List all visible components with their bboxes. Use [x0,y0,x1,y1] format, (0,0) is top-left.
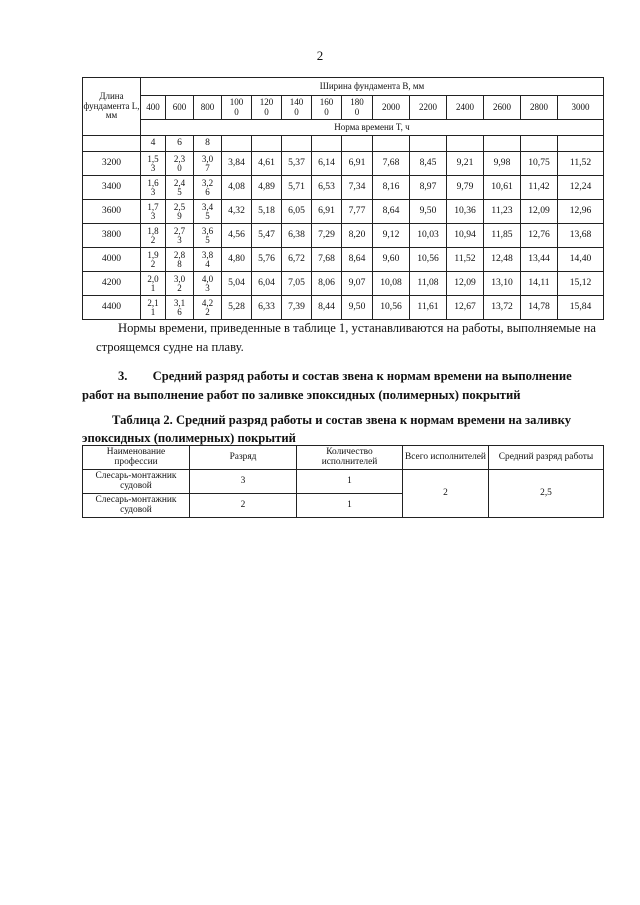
norm-cell: 10,94 [447,224,484,248]
norm-cell: 6,33 [252,296,282,320]
norm-cell: 7,39 [282,296,312,320]
norm-cell: 11,61 [410,296,447,320]
norm-cell: 12,76 [521,224,558,248]
norm-cell: 9,79 [447,176,484,200]
norm-cell: 3,0 2 [166,272,194,296]
norm-cell: 10,61 [484,176,521,200]
subrow-empty-3 [222,136,252,152]
norm-cell: 1,6 3 [141,176,166,200]
paragraph-norms: Нормы времени, приведенные в таблице 1, устанавливаются на работы, выполняемые на строящемся судне на плаву. [96,321,596,354]
table-row [83,176,604,200]
norm-cell: 10,56 [410,248,447,272]
row-length: 4200 [83,272,141,296]
norm-cell: 13,68 [558,224,604,248]
norm-cell: 2,7 3 [166,224,194,248]
width-header: Ширина фундамента B, мм [141,78,604,96]
header-grade: Разряд [190,446,297,470]
width-col-12: 2800 [521,96,558,120]
width-col-4: 120 0 [252,96,282,120]
norm-cell: 5,18 [252,200,282,224]
page-number: 2 [316,48,324,63]
norm-cell: 10,36 [447,200,484,224]
row-length: 4000 [83,248,141,272]
norm-cell: 3,0 7 [194,152,222,176]
norm-cell: 8,16 [373,176,410,200]
subrow-spacer [83,136,141,152]
header-count: Количество исполнителей [297,446,403,470]
row2-profession: Слесарь-монтажник судовой [83,494,190,518]
norm-cell: 6,14 [312,152,342,176]
norm-cell: 5,47 [252,224,282,248]
norm-cell: 12,48 [484,248,521,272]
subrow-cell-1: 6 [166,136,194,152]
section-3-heading [82,367,603,405]
average-grade: 2,5 [489,470,604,518]
width-col-13: 3000 [558,96,604,120]
row-length: 4400 [83,296,141,320]
norm-cell: 5,76 [252,248,282,272]
width-col-11: 2600 [484,96,521,120]
norm-cell: 6,05 [282,200,312,224]
norm-cell: 6,91 [342,152,373,176]
crew-table [82,445,604,518]
section-3-title: Средний разряд работы и состав звена к нормам времени на выполнение работ на выполнение работ по заливке эпоксидных (полимерных) покрытий [82,369,572,402]
width-col-10: 2400 [447,96,484,120]
norm-cell: 2,1 1 [141,296,166,320]
norm-cell: 7,05 [282,272,312,296]
norm-cell: 11,52 [558,152,604,176]
norm-cell: 7,68 [373,152,410,176]
norm-cell: 2,4 5 [166,176,194,200]
norm-cell: 9,98 [484,152,521,176]
table-row [83,200,604,224]
subrow-empty-6 [312,136,342,152]
norm-cell: 10,03 [410,224,447,248]
norm-cell: 4,0 3 [194,272,222,296]
row1-grade: 3 [190,470,297,494]
width-col-7: 180 0 [342,96,373,120]
total-workers: 2 [403,470,489,518]
norm-cell: 5,37 [282,152,312,176]
norms-table [82,77,604,320]
width-col-1: 600 [166,96,194,120]
norm-cell: 5,04 [222,272,252,296]
norm-cell: 9,21 [447,152,484,176]
row-length: 3800 [83,224,141,248]
norm-cell: 3,4 5 [194,200,222,224]
norm-cell: 12,09 [521,200,558,224]
width-col-6: 160 0 [312,96,342,120]
norm-cell: 11,52 [447,248,484,272]
subrow-empty-11 [484,136,521,152]
width-col-0: 400 [141,96,166,120]
norm-cell: 2,8 8 [166,248,194,272]
norm-cell: 4,2 2 [194,296,222,320]
subrow-empty-5 [282,136,312,152]
norm-cell: 4,80 [222,248,252,272]
norm-cell: 12,67 [447,296,484,320]
table2-caption: Таблица 2. Средний разряд работы и состав звена к нормам времени на заливку эпоксидных (полимерных) покрытий [82,413,572,445]
row-length: 3400 [83,176,141,200]
norm-cell: 3,6 5 [194,224,222,248]
norm-cell: 6,91 [312,200,342,224]
header-profession: Наименование профессии [83,446,190,470]
subrow-empty-12 [521,136,558,152]
norm-cell: 13,72 [484,296,521,320]
norm-cell: 14,11 [521,272,558,296]
norm-cell: 7,34 [342,176,373,200]
norm-cell: 1,5 3 [141,152,166,176]
norm-cell: 10,75 [521,152,558,176]
norm-cell: 2,3 0 [166,152,194,176]
norm-cell: 4,89 [252,176,282,200]
norm-cell: 2,0 1 [141,272,166,296]
subrow-cell-2: 8 [194,136,222,152]
norm-cell: 6,38 [282,224,312,248]
width-col-9: 2200 [410,96,447,120]
subrow-empty-8 [373,136,410,152]
norm-cell: 6,53 [312,176,342,200]
norm-cell: 11,08 [410,272,447,296]
subrow-cell-0: 4 [141,136,166,152]
norm-cell: 8,64 [342,248,373,272]
norm-cell: 8,64 [373,200,410,224]
norm-cell: 4,56 [222,224,252,248]
norm-cell: 15,84 [558,296,604,320]
row-length: 3200 [83,152,141,176]
row1-profession: Слесарь-монтажник судовой [83,470,190,494]
norm-cell: 8,45 [410,152,447,176]
table-row [83,224,604,248]
norm-cell: 8,97 [410,176,447,200]
table-row [83,248,604,272]
norm-cell: 12,24 [558,176,604,200]
row2-grade: 2 [190,494,297,518]
norm-cell: 3,8 4 [194,248,222,272]
header-total: Всего исполнителей [403,446,489,470]
norm-cell: 4,08 [222,176,252,200]
subrow-empty-10 [447,136,484,152]
norm-cell: 7,29 [312,224,342,248]
norm-cell: 6,04 [252,272,282,296]
subrow-empty-7 [342,136,373,152]
norm-cell: 9,07 [342,272,373,296]
header-average: Средний разряд работы [489,446,604,470]
norm-cell: 2,5 9 [166,200,194,224]
subrow-empty-4 [252,136,282,152]
norm-cell: 7,68 [312,248,342,272]
norm-cell: 15,12 [558,272,604,296]
norm-cell: 7,77 [342,200,373,224]
norm-cell: 1,9 2 [141,248,166,272]
norm-cell: 3,2 6 [194,176,222,200]
norm-cell: 5,28 [222,296,252,320]
row2-count: 1 [297,494,403,518]
norm-cell: 5,71 [282,176,312,200]
norm-cell: 11,85 [484,224,521,248]
norm-header: Норма времени T, ч [141,120,604,136]
corner-header: Длина фундамента L, мм [83,78,141,136]
norm-cell: 12,09 [447,272,484,296]
section-3-number: 3. [118,369,128,383]
width-col-2: 800 [194,96,222,120]
subrow-empty-9 [410,136,447,152]
table-row [83,296,604,320]
norm-cell: 9,50 [410,200,447,224]
norm-cell: 12,96 [558,200,604,224]
norm-cell: 6,72 [282,248,312,272]
row-length: 3600 [83,200,141,224]
width-col-3: 100 0 [222,96,252,120]
subrow-empty-13 [558,136,604,152]
norm-cell: 11,42 [521,176,558,200]
table-row [83,272,604,296]
norm-cell: 3,84 [222,152,252,176]
norm-cell: 9,12 [373,224,410,248]
norm-cell: 14,40 [558,248,604,272]
norm-cell: 11,23 [484,200,521,224]
row1-count: 1 [297,470,403,494]
norm-cell: 8,44 [312,296,342,320]
norm-cell: 9,60 [373,248,410,272]
norm-cell: 9,50 [342,296,373,320]
norm-cell: 13,10 [484,272,521,296]
norm-cell: 1,8 2 [141,224,166,248]
norm-cell: 1,7 3 [141,200,166,224]
norm-cell: 14,78 [521,296,558,320]
width-col-8: 2000 [373,96,410,120]
norm-cell: 8,20 [342,224,373,248]
width-col-5: 140 0 [282,96,312,120]
norm-cell: 4,61 [252,152,282,176]
norm-cell: 8,06 [312,272,342,296]
norm-cell: 13,44 [521,248,558,272]
table-row [83,152,604,176]
norm-cell: 10,56 [373,296,410,320]
norm-cell: 4,32 [222,200,252,224]
norm-cell: 10,08 [373,272,410,296]
norm-cell: 3,1 6 [166,296,194,320]
